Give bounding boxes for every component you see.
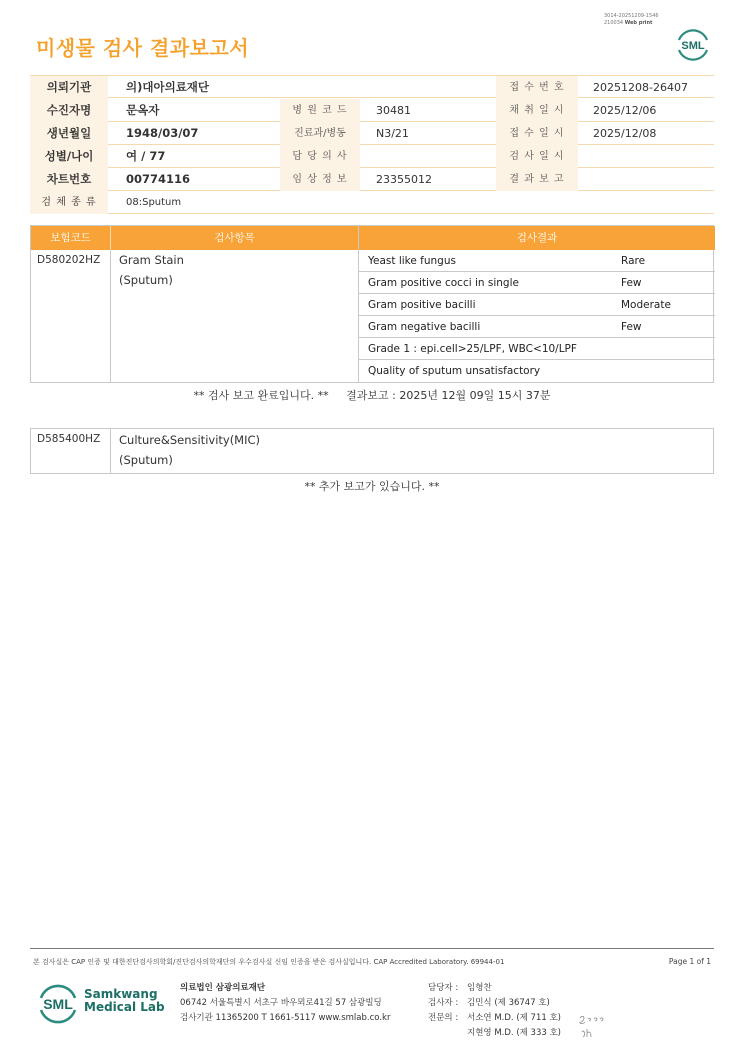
result-value: Few xyxy=(621,277,642,289)
result-row xyxy=(359,250,715,272)
label-report-date: 결 과 보 고 xyxy=(496,168,578,191)
label-requester: 의뢰기관 xyxy=(30,76,108,99)
accreditation-note: 본 검사실은 CAP 인증 및 대한진단검사의학회/진단검사의학재단의 우수검사실 신임 인증을 받은 검사실입니다. CAP Accredited Laboratory. 69944-01 xyxy=(33,958,505,966)
logo-footer-text: SML xyxy=(43,996,73,1012)
result-label: Gram positive cocci in single xyxy=(368,277,519,289)
brand-name xyxy=(84,988,165,1014)
page-number: Page 1 of 1 xyxy=(668,957,711,966)
value-accession-no: 20251208-26407 xyxy=(593,81,688,94)
signature-image xyxy=(576,1010,610,1040)
staff-name: 김민식 (제 36747 호) xyxy=(467,998,550,1008)
staff-name: 지현영 M.D. (제 333 호) xyxy=(467,1028,562,1038)
info-row xyxy=(30,191,714,214)
label-physician: 담 당 의 사 xyxy=(280,145,360,168)
brand-line2: Medical Lab xyxy=(84,1000,165,1014)
test-code: D585400HZ xyxy=(37,433,101,445)
label-hospital-code: 병 원 코 드 xyxy=(280,99,360,122)
value-chart-no: 00774116 xyxy=(126,172,191,186)
label-birth-date: 생년월일 xyxy=(30,122,108,145)
result-row xyxy=(359,272,715,294)
result-value: Few xyxy=(621,321,642,333)
result-row xyxy=(359,316,715,338)
info-row xyxy=(30,99,714,122)
brand-line1: Samkwang xyxy=(84,987,158,1001)
value-clinical-info: 23355012 xyxy=(376,173,432,186)
value-specimen-type: 08:Sputum xyxy=(126,197,182,208)
sml-logo-icon xyxy=(674,26,712,62)
result-label: Grade 1 : epi.cell>25/LPF, WBC<10/LPF xyxy=(368,343,577,355)
value-sex-age: 여 / 77 xyxy=(126,149,166,163)
organization-info xyxy=(180,981,390,1026)
result-label: Yeast like fungus xyxy=(368,255,456,267)
info-row xyxy=(30,75,714,98)
test-name: Gram Stain xyxy=(119,253,184,267)
org-contact: 검사기관 11365200 T 1661-5117 www.smlab.co.kr xyxy=(180,1013,391,1023)
label-collection-date: 채 취 일 시 xyxy=(496,99,578,122)
print-code-line2: 210034 xyxy=(604,20,624,26)
info-row xyxy=(30,168,714,191)
label-accession-no: 접 수 번 호 xyxy=(496,76,578,99)
print-code-line2-wrap xyxy=(604,20,659,27)
test-specimen: (Sputum) xyxy=(119,273,173,287)
org-address: 06742 서울특별시 서초구 바우뫼로41길 57 삼광빌딩 xyxy=(180,998,382,1008)
report-complete-note: ** 검사 보고 완료입니다. ** 결과보고 : 2025년 12월 09일 15시 37분 xyxy=(193,389,551,402)
result-row xyxy=(359,338,715,360)
result-label: Gram positive bacilli xyxy=(368,299,476,311)
result-row xyxy=(359,360,715,382)
header-test-result: 검사결과 xyxy=(516,232,558,244)
result-table-gram-stain xyxy=(30,225,714,383)
test-code: D580202HZ xyxy=(37,254,101,266)
info-row xyxy=(30,122,714,145)
label-chart-no: 차트번호 xyxy=(30,168,108,191)
staff-role: 담당자 : xyxy=(428,983,459,993)
logo-top-text: SML xyxy=(681,40,705,52)
value-birth-date: 1948/03/07 xyxy=(126,126,199,140)
info-row xyxy=(30,145,714,168)
page-title: 미생물 검사 결과보고서 xyxy=(36,36,250,60)
footer-divider xyxy=(30,948,714,949)
header-insurance-code: 보험코드 xyxy=(50,232,91,244)
result-value: Moderate xyxy=(621,299,671,311)
header-test-item: 검사항목 xyxy=(214,232,255,244)
label-department: 진료과/병동 xyxy=(280,122,360,145)
test-specimen: (Sputum) xyxy=(119,453,173,467)
result-label: Quality of sputum unsatisfactory xyxy=(368,365,541,377)
label-clinical-info: 임 상 정 보 xyxy=(280,168,360,191)
value-received-date: 2025/12/08 xyxy=(593,127,657,140)
label-sex-age: 성별/나이 xyxy=(30,145,108,168)
value-department: N3/21 xyxy=(376,127,409,140)
web-print-label: Web print xyxy=(624,20,653,26)
staff-role: 검사자 : xyxy=(428,998,459,1008)
result-value: Rare xyxy=(621,255,646,267)
result-table-culture xyxy=(30,428,714,474)
result-label: Gram negative bacilli xyxy=(368,321,481,333)
print-code-line1: 3014-20251209-1546 xyxy=(604,13,659,19)
divider xyxy=(110,429,111,473)
staff-name: 임형찬 xyxy=(467,983,492,993)
value-collection-date: 2025/12/06 xyxy=(593,104,657,117)
label-specimen-type: 검 체 종 류 xyxy=(30,191,108,214)
staff-role: 전문의 : xyxy=(428,1013,459,1023)
value-patient-name: 문옥자 xyxy=(126,103,160,117)
test-name: Culture&Sensitivity(MIC) xyxy=(119,433,261,447)
test-name-block xyxy=(119,430,260,470)
org-name: 의료법인 삼광의료재단 xyxy=(180,983,266,993)
value-requester: 의)대아의료재단 xyxy=(126,80,210,94)
test-name-block xyxy=(119,250,184,290)
divider xyxy=(110,250,111,382)
label-received-date: 접 수 일 시 xyxy=(496,122,578,145)
staff-name: 서소연 M.D. (제 711 호) xyxy=(467,1013,562,1023)
result-table-header xyxy=(31,226,715,250)
result-row xyxy=(359,294,715,316)
print-code xyxy=(604,13,659,27)
label-test-date: 검 사 일 시 xyxy=(496,145,578,168)
label-patient-name: 수진자명 xyxy=(30,99,108,122)
value-hospital-code: 30481 xyxy=(376,104,411,117)
sml-logo-icon xyxy=(36,981,80,1025)
additional-report-note: ** 추가 보고가 있습니다. ** xyxy=(304,480,440,493)
